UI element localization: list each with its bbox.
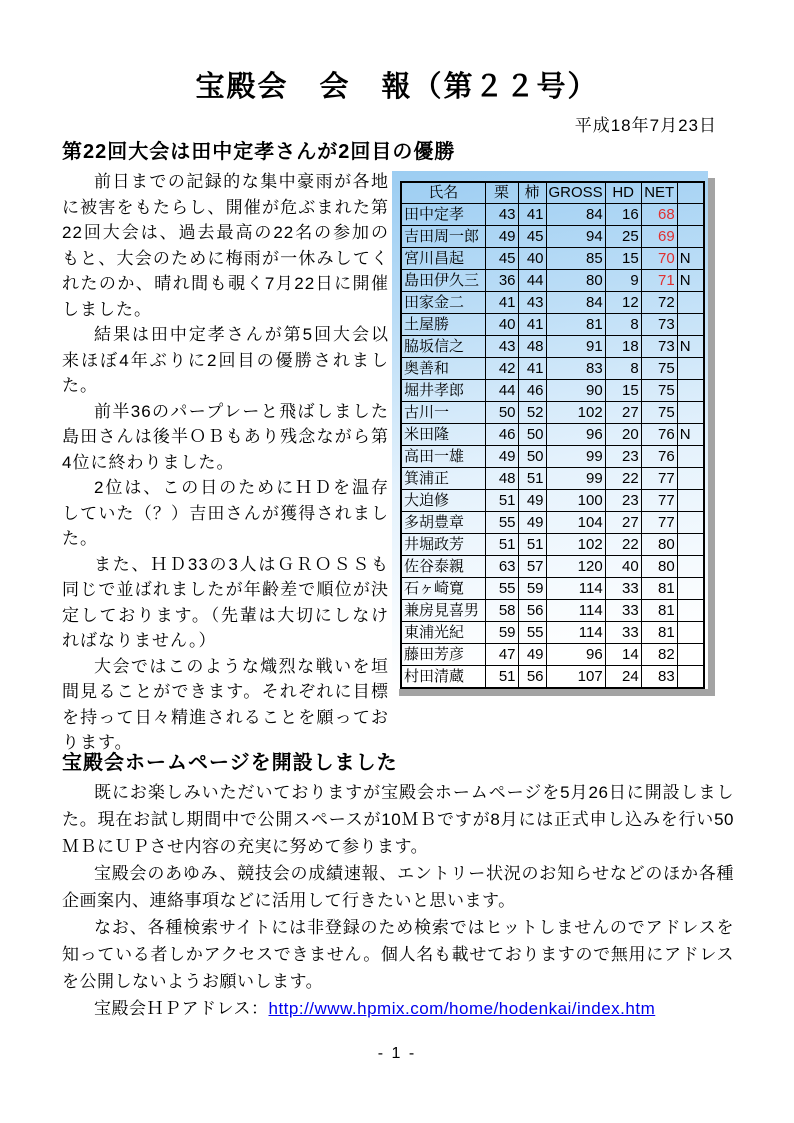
table-row — [401, 292, 704, 314]
cell-net: 75 — [641, 358, 677, 380]
cell-name: 脇坂信之 — [401, 336, 485, 358]
cell-name: 古川一 — [401, 402, 485, 424]
cell-kuri: 49 — [485, 446, 518, 468]
table-row — [401, 248, 704, 270]
cell-net: 73 — [641, 314, 677, 336]
cell-hd: 25 — [605, 226, 641, 248]
cell-gross: 96 — [546, 424, 605, 446]
cell-net: 80 — [641, 556, 677, 578]
cell-mark — [677, 600, 704, 622]
column-header-name: 氏名 — [401, 182, 485, 204]
issue-date: 平成18年7月23日 — [574, 116, 717, 135]
cell-name: 田家金二 — [401, 292, 485, 314]
cell-hd: 16 — [605, 204, 641, 226]
results-table — [400, 181, 705, 689]
cell-mark — [677, 578, 704, 600]
cell-kuri: 51 — [485, 534, 518, 556]
table-row — [401, 600, 704, 622]
cell-mark — [677, 490, 704, 512]
cell-name: 藤田芳彦 — [401, 644, 485, 666]
cell-gross: 107 — [546, 666, 605, 689]
cell-mark: N — [677, 336, 704, 358]
table-row — [401, 336, 704, 358]
cell-hd: 18 — [605, 336, 641, 358]
cell-kuri: 63 — [485, 556, 518, 578]
cell-kaki: 43 — [518, 292, 546, 314]
cell-hd: 15 — [605, 380, 641, 402]
hp-address-link[interactable]: http://www.hpmix.com/home/hodenkai/index.htm — [268, 999, 656, 1018]
cell-gross: 102 — [546, 534, 605, 556]
cell-kaki: 49 — [518, 490, 546, 512]
cell-gross: 100 — [546, 490, 605, 512]
table-row — [401, 226, 704, 248]
cell-gross: 120 — [546, 556, 605, 578]
cell-kuri: 59 — [485, 622, 518, 644]
article2-body — [62, 779, 734, 1022]
results-panel — [392, 171, 708, 689]
cell-gross: 102 — [546, 402, 605, 424]
cell-gross: 85 — [546, 248, 605, 270]
table-row — [401, 644, 704, 666]
cell-kuri: 55 — [485, 512, 518, 534]
cell-net: 69 — [641, 226, 677, 248]
table-row — [401, 446, 704, 468]
table-row — [401, 622, 704, 644]
article1-paragraph-4: 2位は、この日のためにＨＤを温存していた（？）吉田さんが獲得されました。 — [62, 478, 389, 548]
cell-kaki: 51 — [518, 534, 546, 556]
article1-paragraph-2: 結果は田中定孝さんが第5回大会以来ほぼ4年ぶりに2回目の優勝されました。 — [62, 325, 389, 395]
page-number: - 1 - — [377, 1045, 417, 1062]
article2-paragraph-2: 宝殿会のあゆみ、競技会の成績速報、エントリー状況のお知らせなどのほか各種企画案内、連絡事項などに活用して行きたいと思います。 — [62, 864, 734, 910]
cell-net: 76 — [641, 424, 677, 446]
cell-hd: 33 — [605, 622, 641, 644]
cell-kaki: 59 — [518, 578, 546, 600]
cell-net: 76 — [641, 446, 677, 468]
cell-hd: 8 — [605, 314, 641, 336]
cell-name: 箕浦正 — [401, 468, 485, 490]
column-header-mark — [677, 182, 704, 204]
cell-hd: 23 — [605, 490, 641, 512]
cell-kaki: 48 — [518, 336, 546, 358]
cell-gross: 114 — [546, 600, 605, 622]
cell-kuri: 51 — [485, 666, 518, 689]
cell-mark: N — [677, 270, 704, 292]
cell-kuri: 41 — [485, 292, 518, 314]
cell-mark — [677, 446, 704, 468]
cell-name: 田中定孝 — [401, 204, 485, 226]
cell-name: 土屋勝 — [401, 314, 485, 336]
cell-net: 77 — [641, 512, 677, 534]
cell-hd: 14 — [605, 644, 641, 666]
cell-name: 米田隆 — [401, 424, 485, 446]
cell-gross: 83 — [546, 358, 605, 380]
cell-kaki: 41 — [518, 204, 546, 226]
cell-hd: 27 — [605, 512, 641, 534]
cell-kuri: 40 — [485, 314, 518, 336]
cell-mark — [677, 358, 704, 380]
article2-heading: 宝殿会ホームページを開設しました — [62, 752, 398, 774]
table-row — [401, 204, 704, 226]
cell-mark — [677, 402, 704, 424]
cell-name: 大迫修 — [401, 490, 485, 512]
cell-kaki: 46 — [518, 380, 546, 402]
cell-name: 宮川昌起 — [401, 248, 485, 270]
cell-kuri: 48 — [485, 468, 518, 490]
article1-paragraph-3: 前半36のパープレーと飛ばしました島田さんは後半ＯＢもあり残念ながら第4位に終わりました。 — [62, 401, 389, 472]
cell-gross: 84 — [546, 292, 605, 314]
cell-kuri: 43 — [485, 336, 518, 358]
cell-name: 吉田周一郎 — [401, 226, 485, 248]
cell-mark — [677, 534, 704, 556]
cell-kaki: 50 — [518, 424, 546, 446]
cell-hd: 27 — [605, 402, 641, 424]
cell-net: 68 — [641, 204, 677, 226]
column-header-kuri: 栗 — [485, 182, 518, 204]
cell-kuri: 49 — [485, 226, 518, 248]
cell-kaki: 55 — [518, 622, 546, 644]
cell-net: 82 — [641, 644, 677, 666]
cell-mark — [677, 644, 704, 666]
cell-hd: 20 — [605, 424, 641, 446]
table-row — [401, 490, 704, 512]
cell-mark — [677, 292, 704, 314]
cell-hd: 8 — [605, 358, 641, 380]
cell-net: 77 — [641, 468, 677, 490]
column-header-kaki: 柿 — [518, 182, 546, 204]
cell-gross: 96 — [546, 644, 605, 666]
table-row — [401, 270, 704, 292]
cell-hd: 23 — [605, 446, 641, 468]
cell-kaki: 57 — [518, 556, 546, 578]
cell-gross: 94 — [546, 226, 605, 248]
cell-mark: N — [677, 248, 704, 270]
column-header-net: NET — [641, 182, 677, 204]
cell-name: 堀井孝郎 — [401, 380, 485, 402]
cell-name: 村田清蔵 — [401, 666, 485, 689]
cell-hd: 22 — [605, 468, 641, 490]
cell-kaki: 52 — [518, 402, 546, 424]
article1-body — [62, 169, 389, 756]
cell-net: 81 — [641, 622, 677, 644]
table-row — [401, 534, 704, 556]
cell-hd: 24 — [605, 666, 641, 689]
cell-kaki: 44 — [518, 270, 546, 292]
cell-gross: 84 — [546, 204, 605, 226]
table-row — [401, 424, 704, 446]
cell-name: 石ヶ崎寛 — [401, 578, 485, 600]
cell-mark — [677, 468, 704, 490]
cell-name: 佐谷泰親 — [401, 556, 485, 578]
cell-name: 東浦光紀 — [401, 622, 485, 644]
article1-heading: 第22回大会は田中定孝さんが2回目の優勝 — [62, 141, 456, 163]
cell-mark — [677, 512, 704, 534]
cell-net: 75 — [641, 402, 677, 424]
table-row — [401, 358, 704, 380]
article1-paragraph-5: また、ＨＤ33の3人はＧＲＯＳＳも同じで並ばれましたが年齢差で順位が決定しております。（先輩は大切にしなければなりません。） — [62, 554, 389, 650]
cell-kuri: 58 — [485, 600, 518, 622]
cell-net: 81 — [641, 600, 677, 622]
cell-mark — [677, 204, 704, 226]
cell-kuri: 36 — [485, 270, 518, 292]
cell-name: 島田伊久三 — [401, 270, 485, 292]
cell-hd: 22 — [605, 534, 641, 556]
cell-gross: 104 — [546, 512, 605, 534]
cell-net: 81 — [641, 578, 677, 600]
cell-mark — [677, 666, 704, 689]
article2-paragraph-3: なお、各種検索サイトには非登録のため検索ではヒットしませんのでアドレスを知っている者しかアクセスできません。個人名も載せておりますので無用にアドレスを公開しないようお願いします。 — [62, 918, 734, 991]
cell-gross: 81 — [546, 314, 605, 336]
table-row — [401, 578, 704, 600]
cell-gross: 99 — [546, 468, 605, 490]
cell-net: 80 — [641, 534, 677, 556]
cell-kaki: 41 — [518, 314, 546, 336]
cell-kaki: 56 — [518, 666, 546, 689]
cell-hd: 33 — [605, 578, 641, 600]
cell-name: 井堀政芳 — [401, 534, 485, 556]
cell-hd: 33 — [605, 600, 641, 622]
cell-kaki: 56 — [518, 600, 546, 622]
cell-kuri: 42 — [485, 358, 518, 380]
cell-gross: 114 — [546, 622, 605, 644]
cell-mark — [677, 556, 704, 578]
cell-net: 75 — [641, 380, 677, 402]
cell-gross: 90 — [546, 380, 605, 402]
cell-gross: 99 — [546, 446, 605, 468]
cell-kuri: 46 — [485, 424, 518, 446]
cell-kuri: 45 — [485, 248, 518, 270]
cell-gross: 91 — [546, 336, 605, 358]
cell-gross: 80 — [546, 270, 605, 292]
cell-net: 73 — [641, 336, 677, 358]
cell-kaki: 50 — [518, 446, 546, 468]
cell-hd: 9 — [605, 270, 641, 292]
cell-kuri: 55 — [485, 578, 518, 600]
hp-address-label: 宝殿会ＨＰアドレス： — [94, 999, 269, 1018]
column-header-hd: HD — [605, 182, 641, 204]
table-row — [401, 512, 704, 534]
article1-paragraph-6: 大会ではこのような熾烈な戦いを垣間見ることができます。それぞれに目標を持って日々精進されることを願っております。 — [62, 656, 389, 752]
cell-name: 高田一雄 — [401, 446, 485, 468]
cell-kuri: 43 — [485, 204, 518, 226]
cell-kaki: 40 — [518, 248, 546, 270]
cell-mark: N — [677, 424, 704, 446]
cell-net: 77 — [641, 490, 677, 512]
cell-mark — [677, 622, 704, 644]
cell-kuri: 51 — [485, 490, 518, 512]
cell-net: 70 — [641, 248, 677, 270]
cell-kaki: 45 — [518, 226, 546, 248]
cell-net: 71 — [641, 270, 677, 292]
hp-address-line — [62, 995, 734, 1022]
cell-kaki: 41 — [518, 358, 546, 380]
article1-paragraph-1: 前日までの記録的な集中豪雨が各地に被害をもたらし、開催が危ぶまれた第22回大会は、過去最高の22名の参加のもと、大会のために梅雨が一休みしてくれたのか、晴れ間も覗く7月22日に開催しました。 — [62, 172, 389, 319]
cell-kaki: 51 — [518, 468, 546, 490]
cell-mark — [677, 314, 704, 336]
page-title: 宝殿会 会 報（第２２号） — [195, 71, 599, 103]
table-header-row — [401, 182, 704, 204]
table-row — [401, 314, 704, 336]
cell-hd: 40 — [605, 556, 641, 578]
column-header-gross: GROSS — [546, 182, 605, 204]
cell-hd: 12 — [605, 292, 641, 314]
cell-name: 奥善和 — [401, 358, 485, 380]
cell-kaki: 49 — [518, 644, 546, 666]
table-row — [401, 556, 704, 578]
cell-kuri: 47 — [485, 644, 518, 666]
table-row — [401, 468, 704, 490]
cell-name: 兼房見喜男 — [401, 600, 485, 622]
cell-name: 多胡豊章 — [401, 512, 485, 534]
cell-kuri: 50 — [485, 402, 518, 424]
table-row — [401, 380, 704, 402]
cell-net: 83 — [641, 666, 677, 689]
cell-mark — [677, 226, 704, 248]
cell-net: 72 — [641, 292, 677, 314]
cell-kuri: 44 — [485, 380, 518, 402]
cell-hd: 15 — [605, 248, 641, 270]
table-row — [401, 666, 704, 689]
cell-kaki: 49 — [518, 512, 546, 534]
table-row — [401, 402, 704, 424]
cell-mark — [677, 380, 704, 402]
article2-paragraph-1: 既にお楽しみいただいておりますが宝殿会ホームページを5月26日に開設しました。現在お試し期間中で公開スペースが10ＭＢですが8月には正式申し込みを行い50ＭＢにＵＰさせ内容の充実に努めて参ります。 — [62, 783, 734, 856]
cell-gross: 114 — [546, 578, 605, 600]
